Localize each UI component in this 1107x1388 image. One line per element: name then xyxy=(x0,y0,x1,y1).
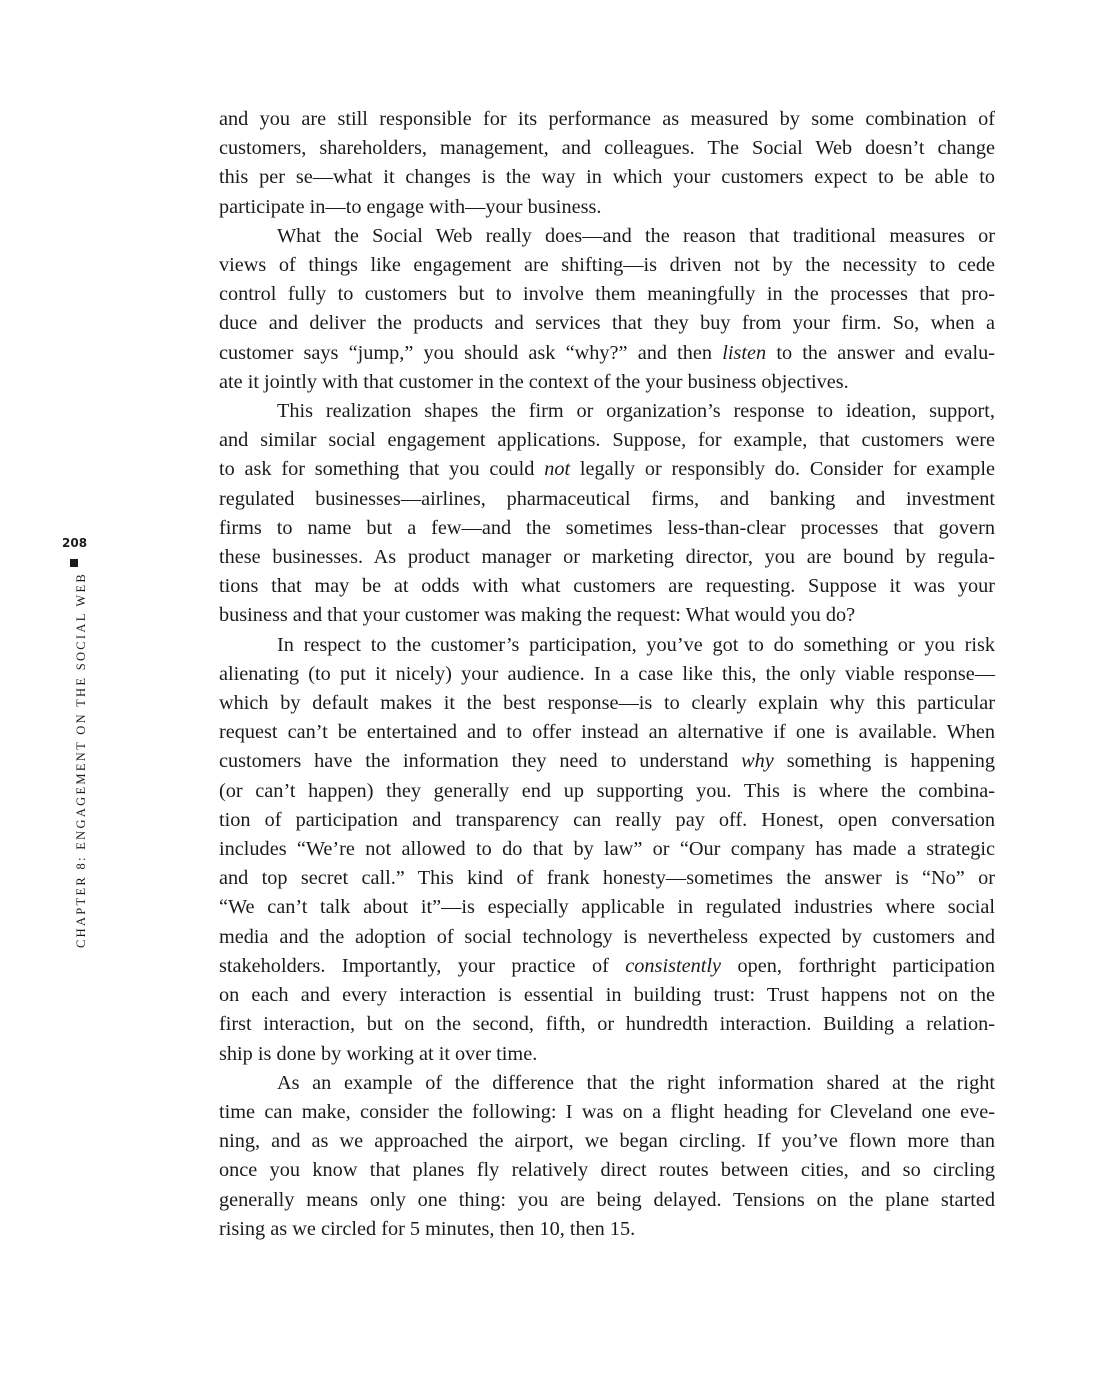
square-bullet-icon xyxy=(70,559,78,567)
text-run: to the answer and evalu- xyxy=(766,341,995,364)
text-line xyxy=(219,572,995,601)
text-line xyxy=(219,1098,995,1127)
text-run: ning, and as we approached the airport, we began circling. If you’ve flown more than xyxy=(219,1130,995,1153)
body-text xyxy=(219,105,995,1244)
text-line xyxy=(219,777,995,806)
text-line xyxy=(219,426,995,455)
text-run: generally means only one thing: you are being delayed. Tensions on the plane started xyxy=(219,1188,995,1211)
text-run: to ask for something that you could xyxy=(219,458,545,481)
text-run: customers, shareholders, management, and colleagues. The Social Web doesn’t change xyxy=(219,137,995,160)
text-line xyxy=(219,601,995,630)
text-run: ate it jointly with that customer in the context of the your business objectives. xyxy=(219,370,849,393)
text-line xyxy=(219,543,995,572)
text-run: and top secret call.” This kind of frank honesty—sometimes the answer is “No” or xyxy=(219,867,995,890)
text-run: media and the adoption of social technology is nevertheless expected by customers and xyxy=(219,925,995,948)
text-run: and similar social engagement applications. Suppose, for example, that customers were xyxy=(219,429,995,452)
text-run: (or can’t happen) they generally end up supporting you. This is where the combina- xyxy=(219,779,995,802)
paragraph xyxy=(219,222,995,397)
text-run: business and that your customer was making the request: What would you do? xyxy=(219,604,856,627)
text-line xyxy=(219,105,995,134)
text-line xyxy=(219,1010,995,1039)
text-line xyxy=(219,163,995,192)
text-line xyxy=(219,1156,995,1185)
text-line xyxy=(219,251,995,280)
text-line xyxy=(219,893,995,922)
text-line xyxy=(219,1215,995,1244)
text-run: views of things like engagement are shifting—is driven not by the necessity to cede xyxy=(219,254,995,277)
text-line xyxy=(219,981,995,1010)
text-run: rising as we circled for 5 minutes, then 10, then 15. xyxy=(219,1217,636,1240)
text-line xyxy=(219,660,995,689)
text-run: legally or responsibly do. Consider for example xyxy=(570,458,995,481)
text-line xyxy=(219,222,995,251)
text-run: As an example of the difference that the right information shared at the right xyxy=(277,1071,995,1094)
text-line xyxy=(219,631,995,660)
text-run: firms to name but a few—and the sometimes less-than-clear processes that govern xyxy=(219,516,995,539)
text-line xyxy=(219,280,995,309)
text-run: control fully to customers but to involve them meaningfully in the processes that pro- xyxy=(219,283,995,306)
text-run: on each and every interaction is essential in building trust: Trust happens not on the xyxy=(219,984,995,1007)
text-line xyxy=(219,309,995,338)
text-run: customers have the information they need to understand xyxy=(219,750,742,773)
chapter-label: CHAPTER 8: xyxy=(74,855,88,948)
text-line xyxy=(219,1069,995,1098)
text-run: participate in—to engage with—your business. xyxy=(219,195,602,218)
text-run: open, forthright participation xyxy=(721,954,995,977)
text-line xyxy=(219,485,995,514)
text-run: includes “We’re not allowed to do that by law” or “Our company has made a strategic xyxy=(219,838,995,861)
text-run: something is happening xyxy=(773,750,995,773)
italic-text: why xyxy=(741,750,774,773)
paragraph xyxy=(219,631,995,1069)
text-run: tion of participation and transparency can really pay off. Honest, open conversation xyxy=(219,808,995,831)
text-line xyxy=(219,952,995,981)
text-line xyxy=(219,689,995,718)
text-line xyxy=(219,835,995,864)
text-line xyxy=(219,747,995,776)
page-number: 208 xyxy=(62,536,88,550)
paragraph xyxy=(219,1069,995,1244)
text-line xyxy=(219,339,995,368)
text-run: tions that may be at odds with what customers are requesting. Suppose it was your xyxy=(219,575,995,598)
chapter-title: ENGAGEMENT ON THE SOCIAL WEB xyxy=(74,571,88,850)
text-run: first interaction, but on the second, fifth, or hundredth interaction. Building a relation- xyxy=(219,1013,995,1036)
text-run: In respect to the customer’s participation, you’ve got to do something or you risk xyxy=(277,633,995,656)
text-line xyxy=(219,397,995,426)
text-run: “We can’t talk about it”—is especially applicable in regulated industries where social xyxy=(219,896,995,919)
text-run: alienating (to put it nicely) your audience. In a case like this, the only viable response— xyxy=(219,662,995,685)
text-run: This realization shapes the firm or organization’s response to ideation, support, xyxy=(277,400,995,423)
text-run: customer says “jump,” you should ask “why?” and then xyxy=(219,341,723,364)
paragraph xyxy=(219,397,995,631)
text-run: which by default makes it the best response—is to clearly explain why this particular xyxy=(219,692,995,715)
text-line xyxy=(219,923,995,952)
text-run: duce and deliver the products and services that they buy from your firm. So, when a xyxy=(219,312,995,335)
text-run: request can’t be entertained and to offer instead an alternative if one is available. When xyxy=(219,721,995,744)
text-line xyxy=(219,455,995,484)
text-line xyxy=(219,1127,995,1156)
italic-text: listen xyxy=(722,341,767,364)
text-line xyxy=(219,368,995,397)
text-run: these businesses. As product manager or marketing director, you are bound by regula- xyxy=(219,546,995,569)
text-run: regulated businesses—airlines, pharmaceutical firms, and banking and investment xyxy=(219,487,995,510)
text-line xyxy=(219,193,995,222)
text-run: once you know that planes fly relatively direct routes between cities, and so circling xyxy=(219,1159,995,1182)
text-run: stakeholders. Importantly, your practice of xyxy=(219,954,626,977)
italic-text: consistently xyxy=(625,954,722,977)
text-line xyxy=(219,806,995,835)
text-run: this per se—what it changes is the way in which your customers expect to be able to xyxy=(219,166,995,189)
text-line xyxy=(219,134,995,163)
italic-text: not xyxy=(544,458,571,481)
text-run: and you are still responsible for its performance as measured by some combination of xyxy=(219,108,995,130)
text-line xyxy=(219,1040,995,1069)
paragraph xyxy=(219,105,995,222)
text-line xyxy=(219,718,995,747)
text-run: time can make, consider the following: I was on a flight heading for Cleveland one eve- xyxy=(219,1100,995,1123)
running-head xyxy=(74,572,88,948)
text-line xyxy=(219,1186,995,1215)
text-line xyxy=(219,864,995,893)
text-line xyxy=(219,514,995,543)
text-run: What the Social Web really does—and the reason that traditional measures or xyxy=(277,224,995,247)
text-run: ship is done by working at it over time. xyxy=(219,1042,538,1065)
